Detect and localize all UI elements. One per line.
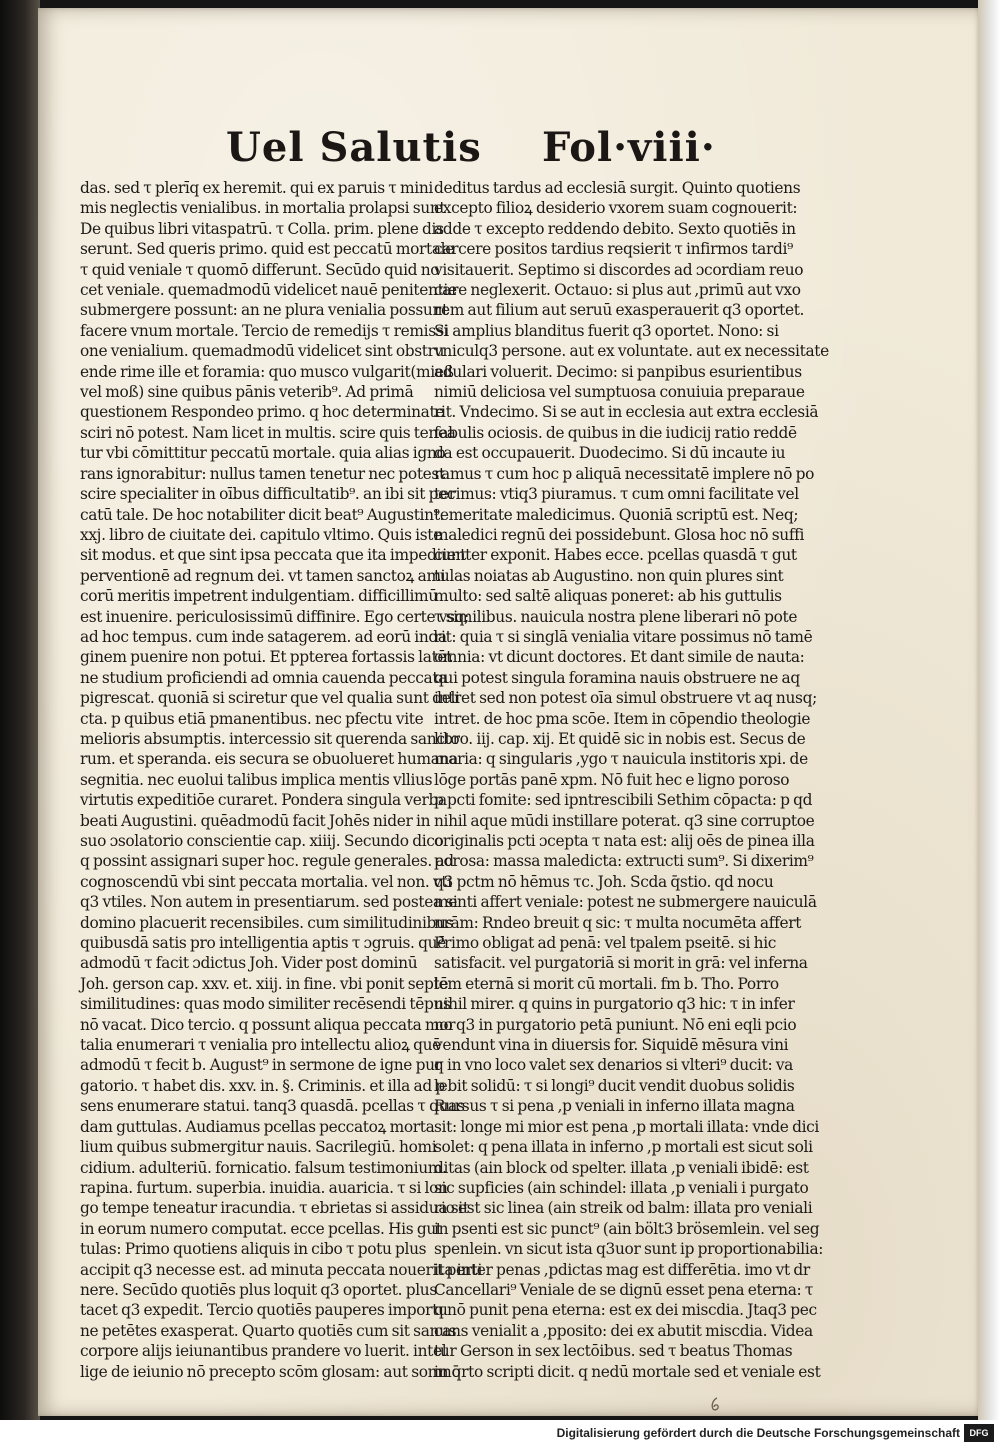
text-line: fabulis ociosis. de quibus in die iudicij ratio reddē <box>434 423 797 442</box>
text-line: no q3 in purgatorio petā puniunt. Nō eni eqli pcio <box>434 1015 797 1034</box>
text-line: visitauerit. Septimo si discordes ad ɔcordiam reuo <box>434 260 804 279</box>
text-line: rapina. furtum. superbia. inuidia. auaricia. τ si lon <box>80 1178 448 1197</box>
footer-bar <box>0 1420 1000 1448</box>
text-line: originalis pcti ɔcepta τ nata est: alij oēs de pinea illa <box>434 832 815 850</box>
text-line: suo ɔsolatorio conscientie cap. xiiij. Secundo dico <box>80 832 444 850</box>
text-line: porosa: massa maledicta: extructi sum⁹. Si dixerim⁹ <box>434 852 814 871</box>
left-text-column <box>80 178 483 1382</box>
text-line: terimus: vtiq3 piuramus. τ cum omni facilitate vel <box>434 485 799 504</box>
text-line: sciri nō potest. Nam licet in multis. scire quis tenea <box>80 423 456 442</box>
text-line: accipit q3 necesse est. ad minuta peccata nouerit perti <box>80 1260 483 1279</box>
text-line: nere. Secūdo quotiēs plus loquit q3 oportet. plus <box>80 1280 437 1299</box>
text-line: Si amplius blanditus fuerit q3 oportet. Nono: si <box>434 321 779 340</box>
text-line: cienter exponit. Habes ecce. pcellas quasdā τ gut <box>434 546 797 565</box>
text-line: Joh. gerson cap. xxv. et. xiij. in fine. vbi ponit septē <box>80 974 449 993</box>
text-line: rit: quia τ si singlā venialia vitare possimus nō tamē <box>434 627 813 646</box>
text-line: nihil aque mūdi instillare poterat. q3 sine corruptoe <box>434 811 815 830</box>
text-line: segnitia. nec euolui talibus implica mentis vllius <box>80 770 433 789</box>
text-line: ende rime ille et foramia: quo musco vulgarit(mieß <box>80 362 454 381</box>
text-line: vendunt vina in diuersis for. Siquidē mēsura vini <box>434 1036 789 1055</box>
text-line: libro. iij. cap. xij. Et quidē sic in nobis est. Secus de <box>434 729 806 748</box>
text-line: lebit solidū: τ si longi⁹ ducit vendit duobus solidis <box>434 1076 795 1095</box>
text-line: sit: longe mi mior est pena ,p mortali illata: vnde dici <box>434 1117 820 1136</box>
text-line: carcere positos tardius reqsierit τ infirmos tardi⁹ <box>434 240 793 259</box>
text-line: talia enumerari τ venialia pro intellectu alioꝝ quē <box>80 1036 441 1055</box>
text-line: ginem puenire non potui. Et ppterea fortassis latēt <box>80 648 453 667</box>
text-line: rans ignorabitur: nullus tamen tenetur nec potest <box>80 464 445 483</box>
text-line: mis neglectis venialibus. in mortalia prolapsi sunt <box>80 199 446 218</box>
text-line: ad hoc tempus. cum inde satagerem. ad eorū inda <box>80 627 447 646</box>
handwritten-mark-icon <box>708 1396 722 1412</box>
text-line: in eorum numero computat. ecce pcellas. His gut <box>80 1219 442 1238</box>
dfg-logo: DFG <box>964 1424 994 1442</box>
text-line: rum. et speranda. eis secura se obuolueret humana <box>80 750 458 769</box>
text-line: lem eternā si morit cū mortali. fm b. Tho. Porro <box>434 974 779 993</box>
text-line: lige de ieiunio nō precepto scōm glosam: aut somno <box>80 1362 461 1381</box>
text-line: satisfacit. vel purgatoriā si morit in grā: vel inferna <box>434 954 808 973</box>
text-line: tur vbi cōmittitur peccatū mortale. quia alias igno <box>80 444 446 463</box>
text-line: tulas noiatas ab Augustino. non quin plures sint <box>434 566 784 585</box>
text-line: q in vno loco valet sex denarios si vlteri⁹ ducit: va <box>434 1056 793 1075</box>
text-line: pigrescat. quoniā si sciretur que vel qualia sunt deli <box>80 689 460 708</box>
text-line: catū tale. De hoc notabiliter dicit beat⁹ Augustin⁹. <box>80 505 445 524</box>
text-line: tacet q3 expedit. Tercio quotiēs pauperes importu <box>80 1301 448 1320</box>
text-line: τ quid veniale τ quomō differunt. Secūdo quid no <box>80 260 440 279</box>
text-line: questionem Respondeo primo. q hoc determinate <box>80 403 445 422</box>
text-line: omnia: vt dicunt doctores. Et dant simile de nauta: <box>434 648 805 667</box>
text-line: ne studium proficiendi ad omnia cauenda peccata <box>80 668 448 687</box>
scan-left-shadow <box>0 0 40 1420</box>
text-line: corū meritis impetrent indulgentiam. difficillimū <box>80 587 438 606</box>
text-line: one venialium. quemadmodū videlicet sint obstru <box>80 342 445 361</box>
text-line: tur Gerson in sex lectōibus. sed τ beatus Thomas <box>434 1342 793 1361</box>
text-line: admodū τ fecit b. August⁹ in sermone de igne pur <box>80 1056 442 1075</box>
text-line: corpore alijs ieiunantibus prandere vo luerit. intel <box>80 1342 447 1361</box>
text-line: cognoscendū vbi sint peccata mortalia. vel non. vti <box>80 872 452 891</box>
text-line: maria: q singularis ,ygo τ nauicula institoris xpi. de <box>434 750 808 769</box>
text-line: ita inter penas ,pdictas mag est differētia. imo vt dr <box>434 1260 810 1279</box>
text-line: tulas: Primo quotiens aliquis in cibo τ potu plus <box>80 1240 427 1259</box>
text-line: in psenti est sic punct⁹ (ain bölt3 brösemlein. vel seg <box>434 1219 820 1238</box>
text-line: cans venialit a ,pposito: dei ex abutit miscdia. Videa <box>434 1321 813 1340</box>
text-line: cet veniale. quemadmodū videlicet nauē penitentie <box>80 281 457 300</box>
text-line: sit modus. et que sint ipsa peccata que ita impediunt <box>80 546 466 565</box>
text-line: adulari voluerit. Decimo: si panpibus esurientibus <box>434 362 802 381</box>
text-line: in q̄rto scripti dicit. q nedū mortale sed et veniale est <box>434 1362 821 1381</box>
text-line: da est occupauerit. Duodecimo. Si dū incaute iu <box>434 444 786 463</box>
page-right-edge <box>978 0 1000 1420</box>
text-line: deditus tardus ad ecclesiā surgit. Quinto quotiens <box>434 179 801 197</box>
text-line: ramus τ cum hoc p aliquā necessitatē implere nō po <box>434 464 814 483</box>
text-line: qui potest singula foramina nauis obstruere ne aq <box>434 668 800 687</box>
text-line: sic supficies (ain schindel: illata ,p veniali i purgato <box>434 1178 809 1197</box>
text-line: virtutis expeditiōe curaret. Pondera singula verba <box>80 791 447 810</box>
text-line: Primo obligat ad penā: vel tpalem pseitē. si hic <box>434 934 777 953</box>
text-line: care neglexerit. Octauo: si plus aut ,primū aut vxo <box>434 281 801 300</box>
text-line: rem aut filium aut seruū exasperauerit q3 oportet. <box>434 301 805 320</box>
text-line: cidium. adulteriū. fornicatio. falsum testimonium. <box>80 1158 447 1177</box>
text-line: τ similibus. nauicula nostra plene liberari nō pote <box>434 607 798 626</box>
running-title: Uel Salutis <box>226 124 482 171</box>
text-line: facere vnum mortale. Tercio de remedijs τ remissi <box>80 321 448 340</box>
text-line: multo: sed saltē aliquas poneret: ab his guttulis <box>434 587 782 606</box>
text-line: nrām: Rndeo breuit q sic: τ multa nocumēta affert <box>434 913 802 932</box>
text-line: Rursus τ si pena ,p veniali in inferno illata magna <box>434 1097 795 1116</box>
text-line: sens enumerare statui. tanq3 quasdā. pcellas τ quas <box>80 1097 465 1116</box>
text-line: dam guttulas. Audiamus pcellas peccatoꝝ morta <box>80 1117 435 1136</box>
text-line: spenlein. vn sicut ista q3uor sunt ip proportionabilia: <box>434 1240 824 1259</box>
text-line: ne petētes exasperat. Quarto quotiēs cum sit sanus <box>80 1321 457 1340</box>
text-line: q3 pctm nō hēmus τc. Joh. Scda q̄stio. qd nocu <box>434 872 774 891</box>
text-line: temeritate maledicimus. Quoniā scriptū est. Neq; <box>434 505 799 524</box>
text-line: q possint assignari super hoc. regule generales. ad <box>80 852 454 871</box>
text-line: excepto filioꝝ desiderio vxorem suam cognouerit: <box>434 199 798 218</box>
text-line: melioris absumptis. intercessio sit querenda sancto <box>80 729 460 748</box>
text-line: das. sed τ plerīq ex heremit. qui ex paruis τ mini <box>80 179 433 197</box>
text-line: vel moß) sine quibus pānis veterib⁹. Ad primā <box>80 383 414 402</box>
text-line: submergere possunt: an ne plura venialia possunt <box>80 301 448 320</box>
text-line: ditas (ain block od spelter. illata ,p veniali ibidē: est <box>434 1158 809 1177</box>
text-line: rit. Vndecimo. Si se aut in ecclesia aut extra ecclesiā <box>434 403 819 422</box>
digitization-credit: Digitalisierung gefördert durch die Deutsche Forschungsgemeinschaft <box>556 1426 960 1440</box>
text-line: scire specialiter in oībus difficultatib⁹. an ibi sit pec <box>80 485 456 504</box>
text-line: rio est sic linea (ain streik od balm: illata pro veniali <box>434 1199 813 1218</box>
text-line: go tempe teneatur iracundia. τ ebrietas si assidua sit <box>80 1199 469 1218</box>
text-line: admodū τ facit ɔdictus Joh. Vider post dominū <box>80 954 418 973</box>
text-line: cta. p quibus etiā pmanentibus. nec pfectu vite <box>80 709 424 728</box>
text-line: quibusdā satis pro intelligentia aptis τ ɔgruis. quē <box>80 934 446 953</box>
text-line: similitudines: quas modo similiter recēsendi tēpus <box>80 995 451 1014</box>
text-line: nimiū deliciosa vel sumptuosa conuiuia preparaue <box>434 383 805 402</box>
text-line: vniculq3 persone. aut ex voluntate. aut ex necessitate <box>434 342 829 361</box>
text-line: intret sed non potest oīa simul obstruere vt aq nusq; <box>434 689 817 708</box>
text-line: gatorio. τ habet dis. xxv. in. §. Criminis. et illa ad p <box>80 1076 445 1095</box>
text-line: lōge portās panē xpm. Nō fuit hec e ligno poroso <box>434 770 790 789</box>
text-line: perventionē ad regnum dei. vt tamen sanctoꝝ ami <box>80 566 446 585</box>
text-line: xxj. libro de ciuitate dei. capitulo vltimo. Quis iste <box>80 525 442 544</box>
text-line: solet: q pena illata in inferno ,p mortali est sicut soli <box>434 1138 813 1157</box>
text-line: q nō punit pena eterna: est ex dei miscdia. Jtaq3 pec <box>434 1301 817 1320</box>
text-line: menti affert veniale: potest ne submergere nauiculā <box>434 893 817 912</box>
text-line: q3 vtiles. Non autem in presentiarum. sed postea si <box>80 893 458 912</box>
text-line: intret. de hoc pma scōe. Item in cōpendio theologie <box>434 709 811 728</box>
text-line: domino placuerit recensibiles. cum similitudinibus <box>80 913 454 932</box>
text-line: De quibus libri vitaspatrū. τ Colla. prim. plene dis <box>80 219 444 238</box>
text-line: serunt. Sed queris primo. quid est peccatū mortale <box>80 240 454 259</box>
text-line: est inuenire. periculosissimū diffinire. Ego certe vsq; <box>80 607 469 626</box>
text-line: maledici regnū dei possidebunt. Glosa hoc nō suffi <box>434 525 805 544</box>
right-text-column <box>434 178 829 1382</box>
text-line: nihil mirer. q quins in purgatorio q3 hic: τ in infer <box>434 995 795 1014</box>
text-line: beati Augustini. quēadmodū facit Johēs nider in <box>80 811 431 830</box>
text-line: Cancellari⁹ Veniale de se dignū esset pena eterna: τ <box>434 1280 814 1299</box>
text-line: adde τ excepto reddendo debito. Sexto quotiēs in <box>434 219 796 238</box>
folio-number: Fol·viii· <box>542 124 716 171</box>
text-line: lium quibus submergitur nauis. Sacrilegiū. homi <box>80 1138 437 1157</box>
text-line: p pcti fomite: sed ipntrescibili Sethim cōpacta: p qd <box>434 791 813 810</box>
text-line: nō vacat. Dico tercio. q possunt aliqua peccata mor <box>80 1015 456 1034</box>
